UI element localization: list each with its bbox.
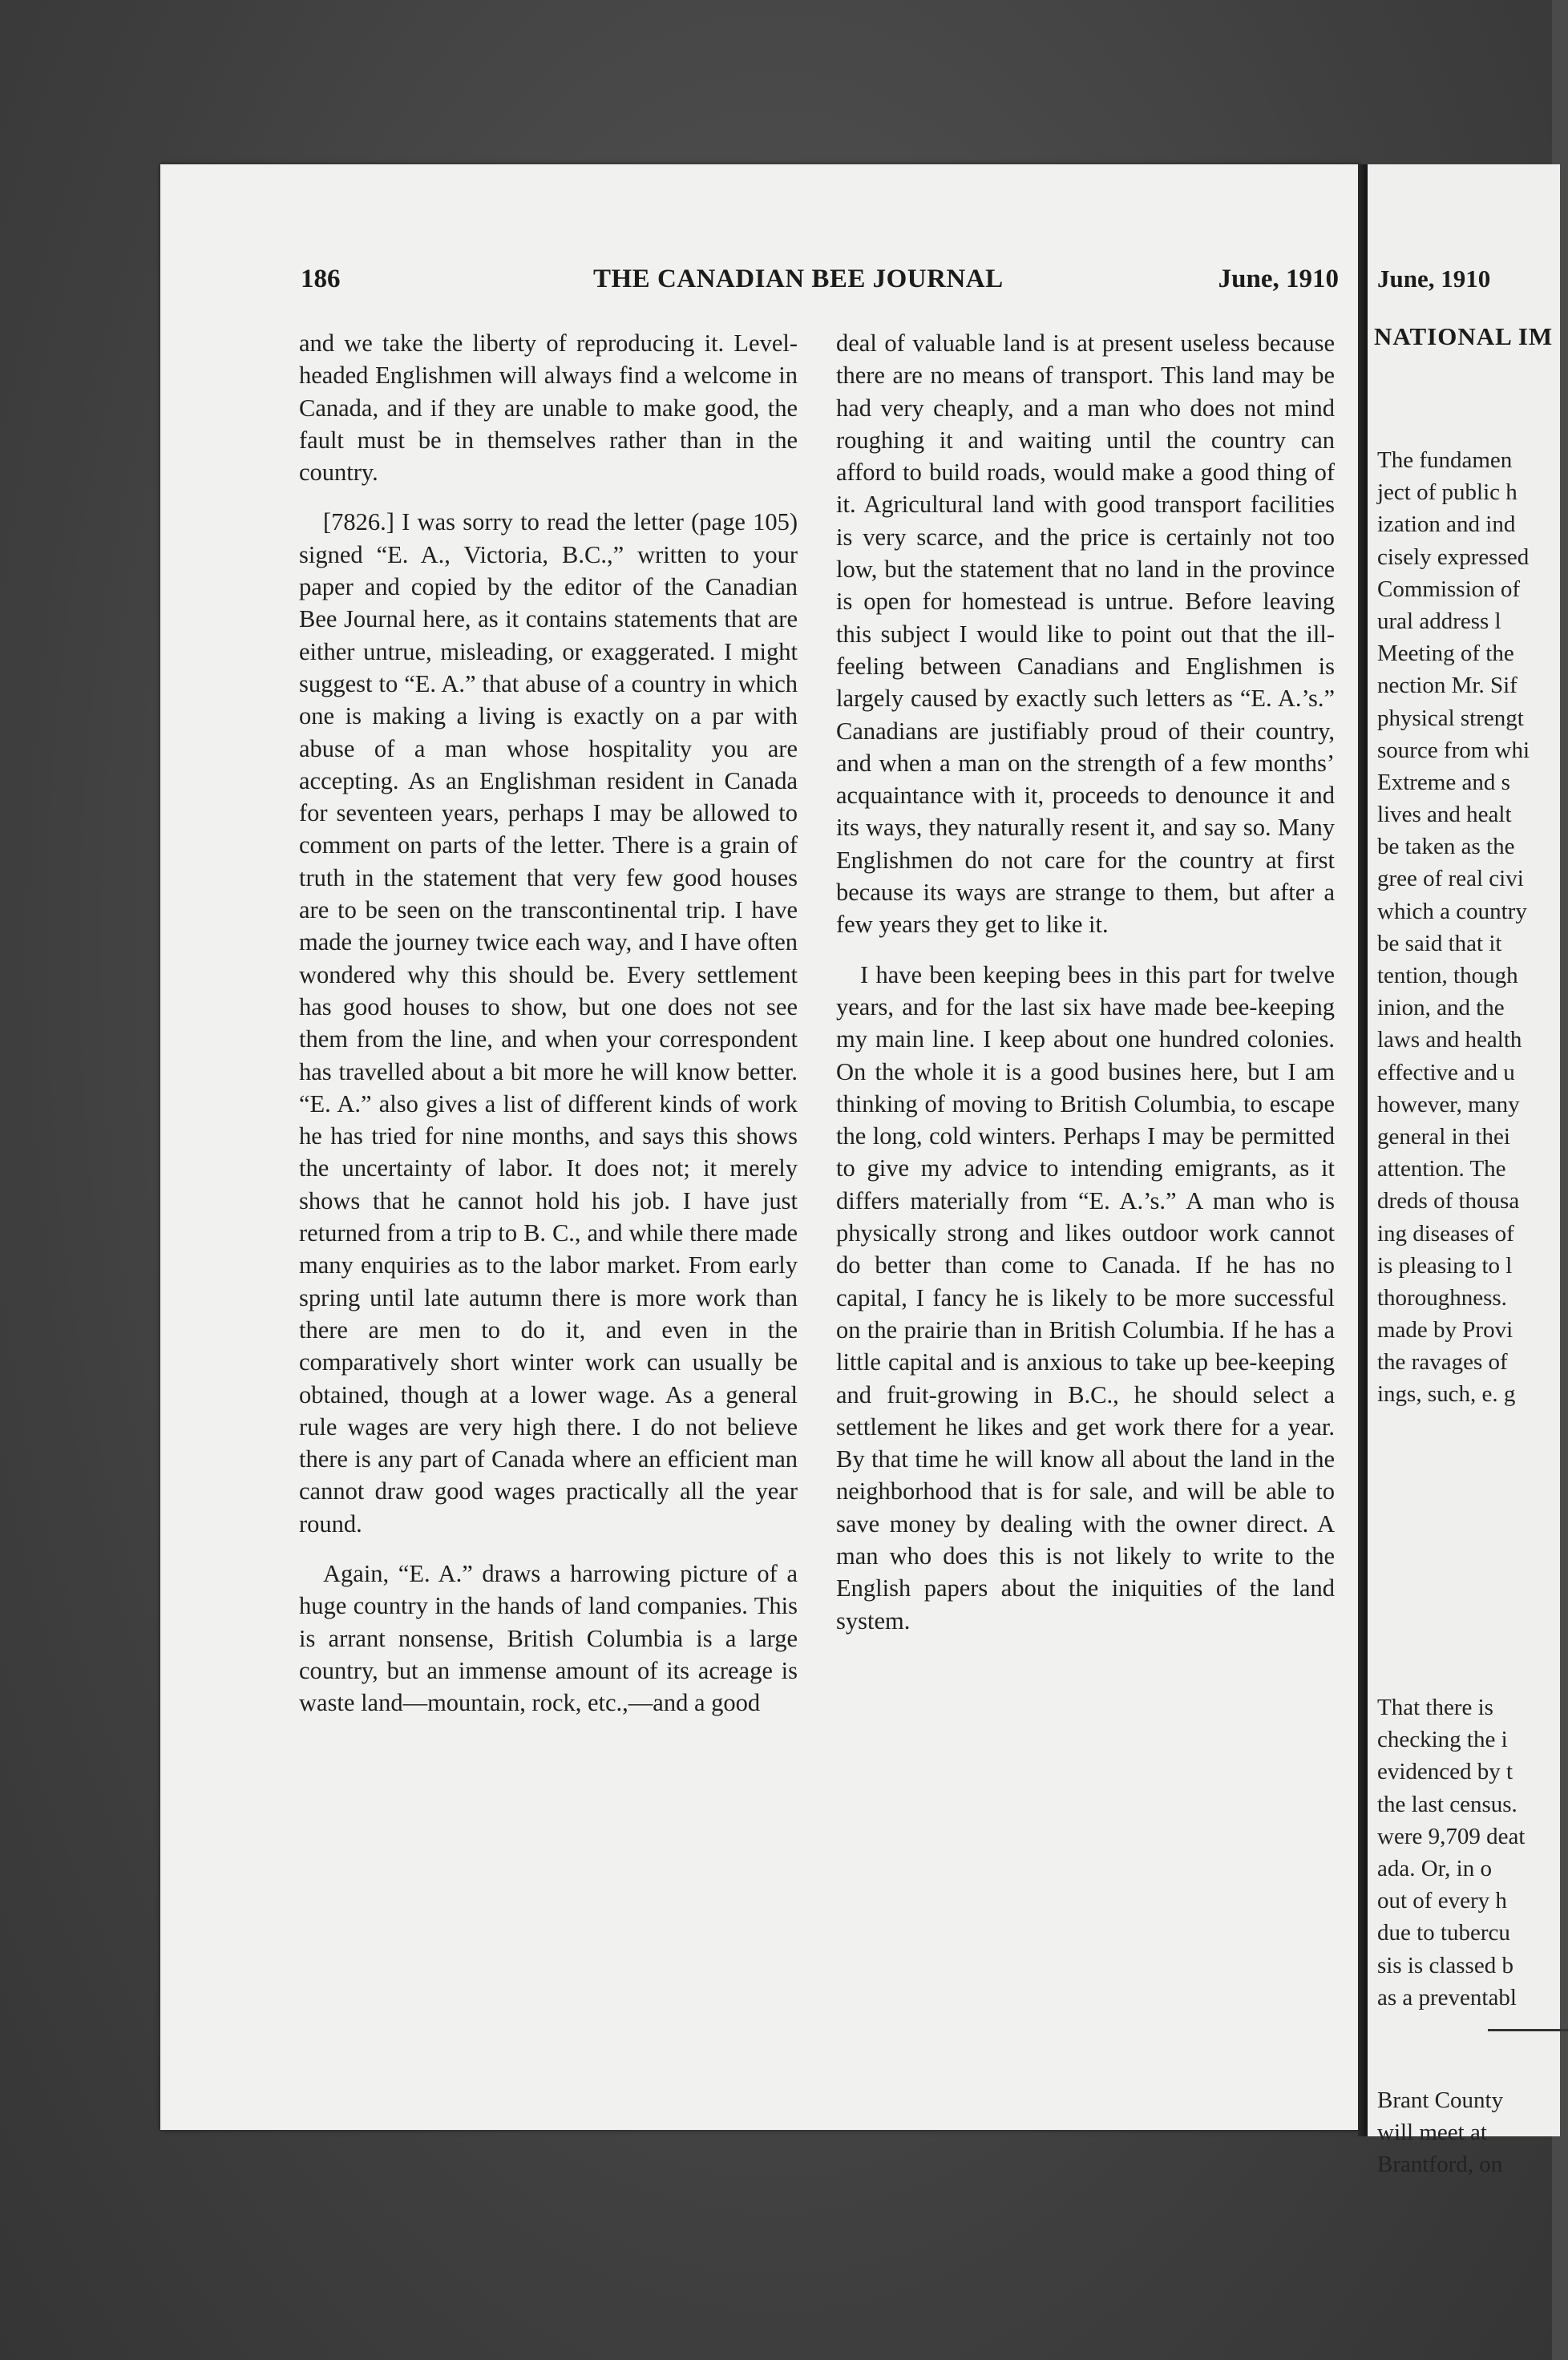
next-page-line: nection Mr. Sif xyxy=(1377,673,1517,699)
next-page-line: were 9,709 deat xyxy=(1377,1823,1526,1849)
next-page-line: That there is xyxy=(1377,1695,1493,1720)
next-page-line: is pleasing to l xyxy=(1377,1252,1513,1279)
paragraph: and we take the liberty of reproducing it. Level-headed Englishmen will always find a welcome in Canada, and if they are unable to make good, the fault must be in themselves rather than in the country. xyxy=(299,329,798,487)
next-page-line: Commission of xyxy=(1377,576,1521,602)
next-page-line: tention, though xyxy=(1377,963,1518,988)
right-column xyxy=(836,327,1335,1637)
issue-date: June, 1910 xyxy=(1218,265,1339,293)
next-page-line: Brant County xyxy=(1377,2087,1504,2113)
next-page-header-date: June, 1910 xyxy=(1377,265,1491,293)
book-gutter xyxy=(1358,164,1368,2136)
next-page-line: lives and healt xyxy=(1377,802,1512,828)
next-page-line: cisely expressed xyxy=(1377,544,1530,570)
next-page-text-block-2 xyxy=(1377,1691,1525,2014)
next-page-line: ings, such, e. g xyxy=(1377,1381,1516,1408)
next-page-line: source from whi xyxy=(1377,737,1530,763)
next-page-line: Brantford, on xyxy=(1377,2152,1503,2178)
next-page-line: attention. The xyxy=(1377,1156,1506,1182)
next-page-line: be said that it xyxy=(1377,930,1502,956)
paragraph: deal of valuable land is at present useless because there are no means of transport. This land may be had very cheaply, and a man who does not mind roughing it and waiting until the country can afford to build roads, would make a good thing of it. Agricultural land with good transport facilities is very scarce, and the price is certainly not too low, but the statement that no land in the province is open for homestead is untrue. Before leaving this subject I would like to point out that the ill-feeling between Canadians and Englishmen is largely caused by exactly such letters as “E. A.’s.” Canadians are justifiably proud of their country, and when a man on the strength of a few months’ acquaintance with it, proceeds to denounce it and its ways, they naturally resent it, and say so. Many Englishmen do not care for the country at first because its ways are strange to them, but after a few years they get to like it. xyxy=(836,329,1335,939)
next-page-line: the ravages of xyxy=(1377,1349,1508,1376)
next-page-line: Meeting of the xyxy=(1377,641,1514,667)
next-page-line: inion, and the xyxy=(1377,995,1505,1021)
page-number: 186 xyxy=(301,265,341,293)
next-page-line: be taken as the xyxy=(1377,834,1515,860)
next-page-line: dreds of thousa xyxy=(1377,1188,1520,1214)
next-page-line: made by Provi xyxy=(1377,1317,1513,1344)
paragraph-letter-7826: [7826.] I was sorry to read the letter (page 105) signed “E. A., Victoria, B.C.,” written to your paper and copied by the editor of the Canadian Bee Journal here, as it contains statements that are either untrue, misleading, or exaggerated. I might suggest to “E. A.” that abuse of a country in which one is making a living is exactly on a par with abuse of a man whose hospitality you are accepting. As an Englishman resident in Canada for seventeen years, perhaps I may be allowed to comment on parts of the letter. There is a grain of truth in the statement that very few good houses are to be seen on the transcontinental trip. I have made the journey twice each way, and I have often wondered why this should be. Every settlement has good houses to show, but one does not see them from the line, and when your correspondent has travelled about a bit more he will know better. “E. A.” also gives a list of different kinds of work he has tried for nine months, and says this shows the uncertainty of labor. It does not; it merely shows that he cannot hold his job. I have just returned from a trip to B. C., and while there made many enquiries as to the labor market. From early spring until late autumn there is more work than there are men to do it, and even in the comparatively short winter work can usually be obtained, though at a lower wage. As a general rule wages are very high there. I do not believe there is any part of Canada where an efficient man cannot draw good wages practically all the year round. xyxy=(299,508,798,1538)
next-page-line: gree of real civi xyxy=(1377,866,1524,892)
next-page-text-block-1 xyxy=(1377,444,1530,1411)
next-page-line: thoroughness. xyxy=(1377,1284,1507,1311)
next-page-line: effective and u xyxy=(1377,1059,1515,1085)
next-page-line: however, many xyxy=(1377,1091,1520,1117)
next-page-line: due to tubercu xyxy=(1377,1920,1510,1946)
next-page-line: Extreme and s xyxy=(1377,769,1510,795)
next-page-line: ing diseases of xyxy=(1377,1220,1514,1247)
next-page-line: ject of public h xyxy=(1377,479,1517,506)
paragraph: I have been keeping bees in this part for twelve years, and for the last six have made bee-keeping my main line. I keep about one hundred colonies. On the whole it is a good busines here, but I am thinking of moving to British Columbia, to escape the long, cold winters. Perhaps I may be permitted to give my advice to intending emigrants, as it differs materially from “E. A.’s.” A man who is physically strong and likes outdoor work cannot do better than come to Canada. If he has no capital, I fancy he is likely to be more successful on the prairie than in British Columbia. If he has a little capital and is anxious to take up bee-keeping and fruit-growing in B.C., he should select a settlement he likes and get work there for a year. By that time he will know all about the land in the neighborhood that is for sale, and will be able to save money by dealing with the owner direct. A man who does this is not likely to write to the English papers about the iniquities of the land system. xyxy=(836,960,1335,1635)
journal-title: THE CANADIAN BEE JOURNAL xyxy=(593,265,1004,293)
next-page-line: ural address l xyxy=(1377,608,1501,634)
left-column xyxy=(299,327,798,1719)
next-page-text-block-3 xyxy=(1377,2084,1503,2181)
next-page-line: The fundamen xyxy=(1377,447,1513,473)
next-page-line: physical strengt xyxy=(1377,705,1524,731)
next-page-line: sis is classed b xyxy=(1377,1952,1513,1978)
next-page-line: general in thei xyxy=(1377,1123,1510,1150)
running-header xyxy=(301,258,1339,298)
next-page-line: laws and health xyxy=(1377,1027,1522,1053)
next-page-edge xyxy=(1368,164,1560,2178)
next-page-line: checking the i xyxy=(1377,1727,1508,1753)
section-rule xyxy=(1488,2029,1568,2031)
next-page-line: which a country xyxy=(1377,898,1527,924)
next-page-heading: NATIONAL IM xyxy=(1374,322,1554,350)
next-page-line: evidenced by t xyxy=(1377,1759,1513,1785)
next-page-line: out of every h xyxy=(1377,1888,1507,1914)
next-page-line: as a preventabl xyxy=(1377,1984,1517,2010)
paragraph: Again, “E. A.” draws a harrowing picture of a huge country in the hands of land companies. This is arrant nonsense, British Columbia is a large country, but an immense amount of its acreage is waste land—mountain, rock, etc.,—and a good xyxy=(299,1559,798,1717)
next-page-line: ization and ind xyxy=(1377,511,1516,538)
next-page-line: the last census. xyxy=(1377,1791,1517,1817)
next-page-line: will meet at xyxy=(1377,2120,1487,2146)
next-page-line: ada. Or, in o xyxy=(1377,1855,1492,1881)
